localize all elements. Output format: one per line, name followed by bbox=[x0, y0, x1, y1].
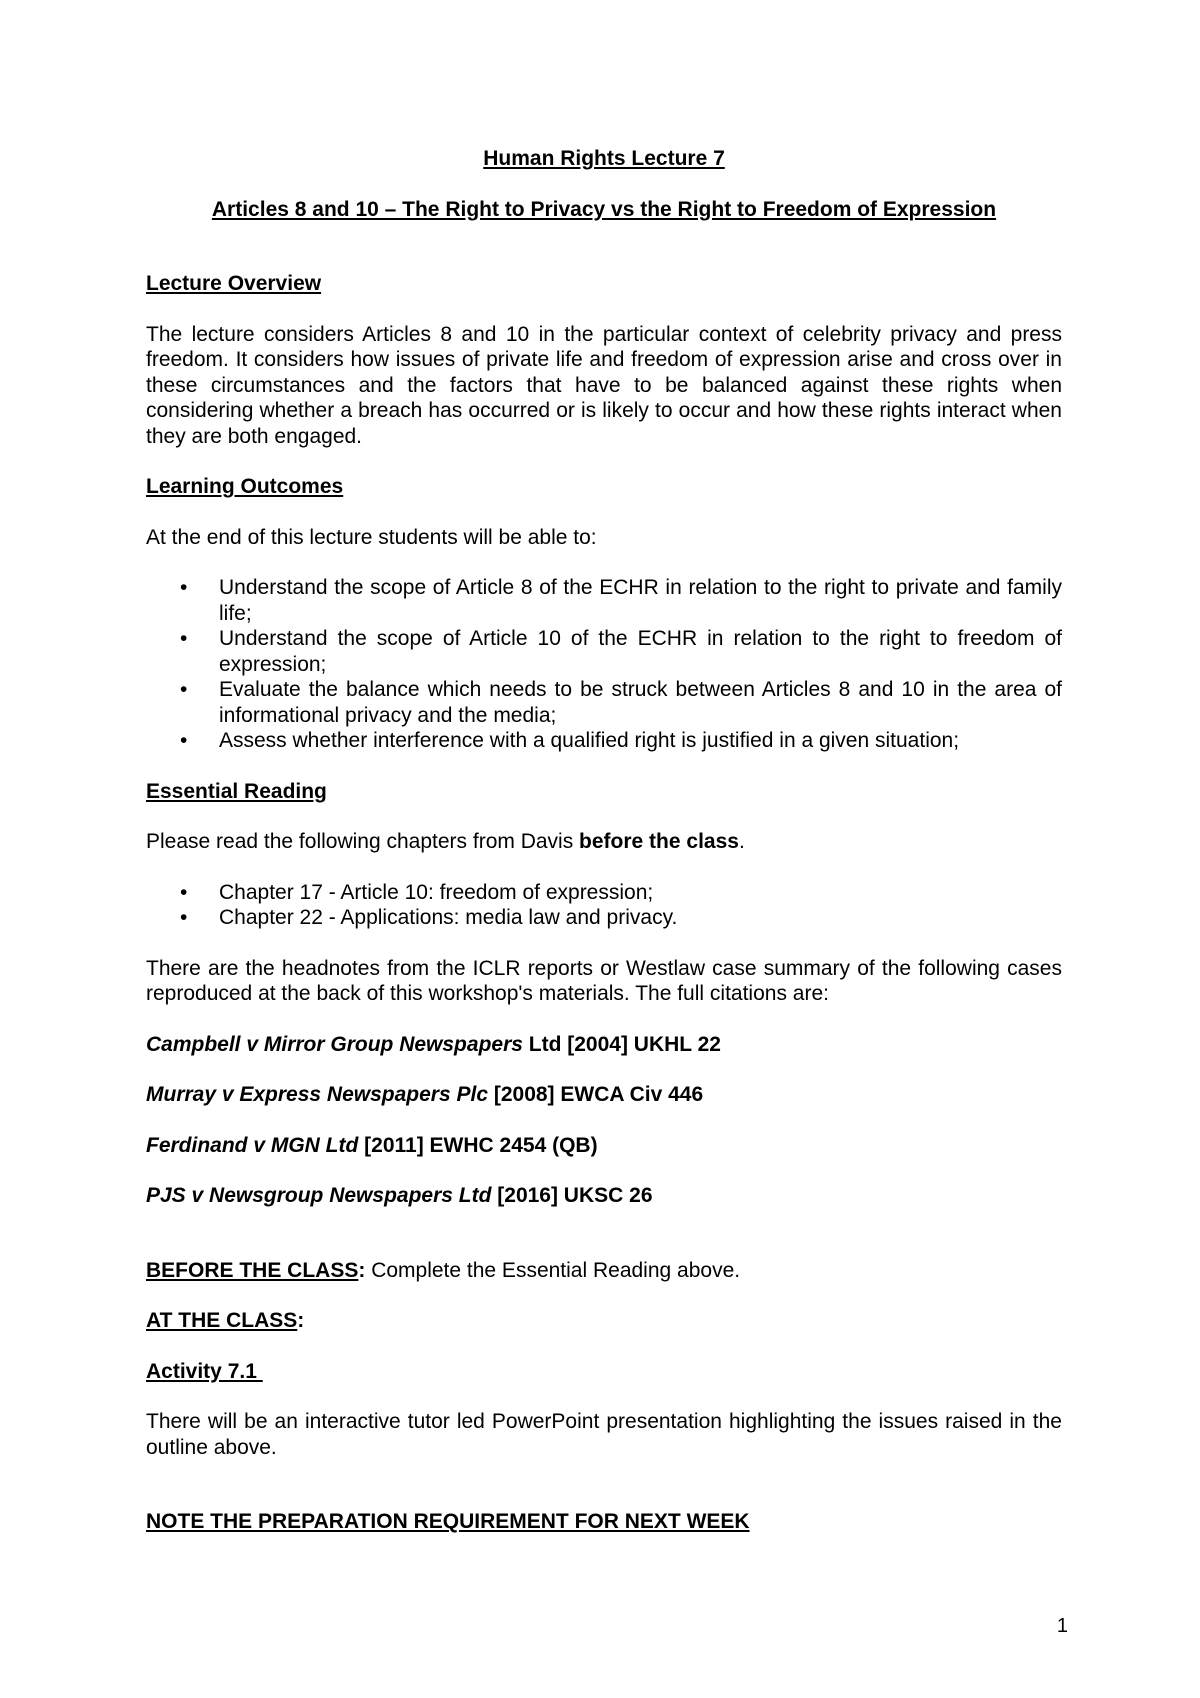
list-item bbox=[146, 905, 1062, 931]
case-citation bbox=[146, 1032, 1062, 1058]
at-class bbox=[146, 1308, 1062, 1334]
bullet-icon: • bbox=[180, 627, 188, 650]
list-item bbox=[146, 677, 1062, 728]
case-name: Murray v Express Newspapers Plc bbox=[146, 1083, 489, 1106]
case-name: PJS v Newsgroup Newspapers Ltd bbox=[146, 1184, 492, 1207]
document-body bbox=[146, 146, 1062, 1535]
reading-note: There are the headnotes from the ICLR reports or Westlaw case summary of the following cases reproduced at the back of this workshop's materials. The full citations are: bbox=[146, 956, 1062, 1005]
reading-intro-emphasis: before the class bbox=[579, 830, 739, 853]
case-citation bbox=[146, 1133, 1062, 1159]
list-item-text: Evaluate the balance which needs to be struck between Articles 8 and 10 in the area of informational privacy and the media; bbox=[219, 678, 1062, 727]
list-item bbox=[146, 575, 1062, 626]
note-heading: NOTE THE PREPARATION REQUIREMENT FOR NEXT WEEK bbox=[146, 1510, 750, 1533]
case-reference: [2011] EWHC 2454 (QB) bbox=[358, 1133, 598, 1157]
document-subtitle: Articles 8 and 10 – The Right to Privacy vs the Right to Freedom of Expression bbox=[211, 197, 997, 221]
list-item bbox=[146, 728, 1062, 754]
reading-heading: Essential Reading bbox=[146, 779, 327, 803]
bullet-icon: • bbox=[180, 678, 188, 701]
outcomes-heading: Learning Outcomes bbox=[146, 475, 344, 498]
before-class bbox=[146, 1258, 1062, 1284]
reading-intro bbox=[146, 829, 1062, 855]
at-class-label bbox=[146, 1309, 304, 1332]
case-name: Campbell v Mirror Group Newspapers bbox=[146, 1032, 523, 1056]
bullet-icon: • bbox=[180, 880, 188, 904]
case-name: Ferdinand v MGN Ltd bbox=[146, 1133, 359, 1157]
list-item bbox=[146, 626, 1062, 677]
bullet-icon: • bbox=[180, 729, 188, 752]
case-reference: Ltd [2004] UKHL 22 bbox=[522, 1032, 721, 1056]
list-item-text: Understand the scope of Article 10 of the ECHR in relation to the right to freedom of expression; bbox=[219, 627, 1062, 676]
activity-heading: Activity 7.1 bbox=[146, 1359, 263, 1383]
outcomes-intro: At the end of this lecture students will be able to: bbox=[146, 525, 597, 549]
list-item bbox=[146, 880, 1062, 906]
case-citation bbox=[146, 1183, 1062, 1209]
reading-intro-text: Please read the following chapters from Davis bbox=[146, 830, 580, 853]
activity-text: There will be an interactive tutor led PowerPoint presentation highlighting the issues raised in the outline above. bbox=[146, 1410, 1062, 1459]
list-item-text: Chapter 17 - Article 10: freedom of expression; bbox=[219, 880, 654, 904]
case-reference: [2008] EWCA Civ 446 bbox=[488, 1083, 704, 1106]
at-class-label-text: AT THE CLASS bbox=[146, 1309, 298, 1332]
overview-heading: Lecture Overview bbox=[146, 272, 322, 295]
before-class-label-text: BEFORE THE CLASS bbox=[146, 1258, 359, 1282]
bullet-icon: • bbox=[180, 906, 188, 929]
before-class-label bbox=[146, 1259, 365, 1282]
list-item-text: Assess whether interference with a qualified right is justified in a given situation; bbox=[219, 729, 960, 752]
reading-intro-end: . bbox=[738, 830, 745, 853]
outcomes-list bbox=[146, 575, 1062, 754]
reading-list bbox=[146, 880, 1062, 931]
page-number: 1 bbox=[1056, 1615, 1068, 1637]
at-class-colon: : bbox=[297, 1309, 305, 1332]
case-reference: [2016] UKSC 26 bbox=[491, 1184, 653, 1207]
list-item-text: Chapter 22 - Applications: media law and privacy. bbox=[219, 906, 678, 929]
list-item-text: Understand the scope of Article 8 of the ECHR in relation to the right to private and family life; bbox=[219, 576, 1062, 625]
case-citation bbox=[146, 1082, 1062, 1108]
before-class-text: Complete the Essential Reading above. bbox=[365, 1258, 741, 1282]
bullet-icon: • bbox=[180, 576, 188, 599]
document-title: Human Rights Lecture 7 bbox=[483, 147, 725, 170]
before-class-colon: : bbox=[358, 1258, 366, 1282]
overview-text: The lecture considers Articles 8 and 10 in the particular context of celebrity privacy and press freedom. It considers how issues of private life and freedom of expression arise and cross over in these circumstances and the factors that have to be balanced against these rights when considering whether a breach has occurred or is likely to occur and how these rights interact when they are both engaged. bbox=[146, 322, 1062, 448]
